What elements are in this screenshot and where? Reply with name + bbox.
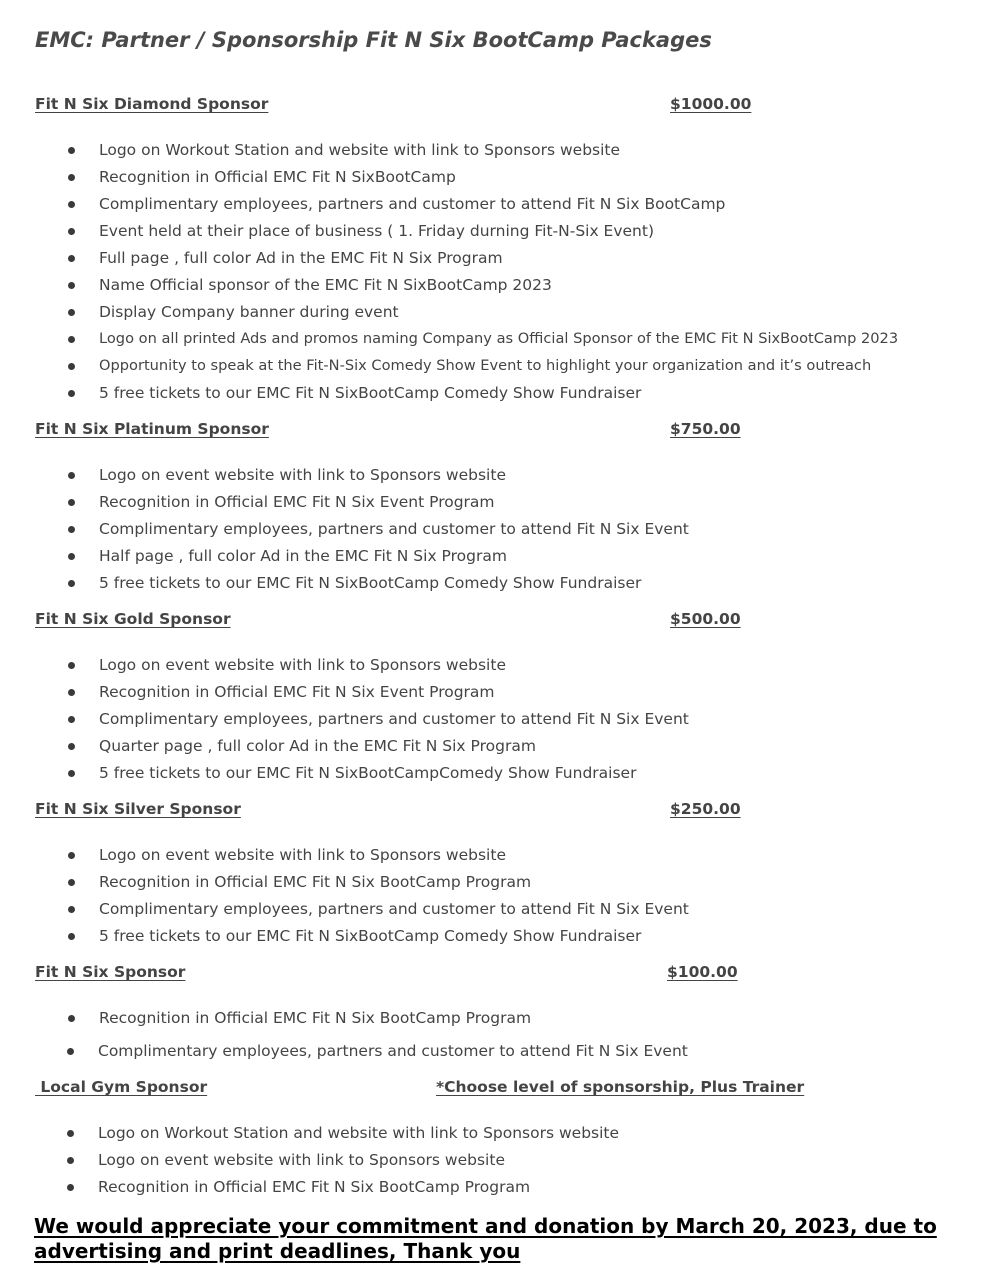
section-heading-gold: Fit N Six Gold Sponsor [35, 610, 231, 628]
bullet-icon [68, 174, 75, 181]
section-price-platinum: $750.00 [670, 420, 741, 438]
bullet-icon [68, 336, 75, 343]
bullet-icon [68, 201, 75, 208]
bullet-icon [68, 770, 75, 777]
bullet-icon [68, 472, 75, 479]
section-price-gold: $500.00 [670, 610, 741, 628]
bullet-icon [68, 499, 75, 506]
bullet-icon [68, 282, 75, 289]
bullet-icon [68, 743, 75, 750]
bullet-icon [68, 1015, 75, 1022]
bullet-icon [68, 309, 75, 316]
bullet-icon [68, 580, 75, 587]
section-heading-platinum: Fit N Six Platinum Sponsor [35, 420, 269, 438]
bullet-icon [67, 1130, 74, 1137]
section-heading-diamond: Fit N Six Diamond Sponsor [35, 95, 269, 113]
bullet-icon [68, 526, 75, 533]
deadline-notice: We would appreciate your commitment and donation by March 20, 2023, due to advertising and print deadlines, Thank you [34, 1214, 937, 1263]
bullet-icon [68, 228, 75, 235]
bullet-icon [68, 255, 75, 262]
bullet-icon [68, 689, 75, 696]
bullet-icon [68, 879, 75, 886]
section-price-diamond: $1000.00 [670, 95, 752, 113]
bullet-icon [68, 716, 75, 723]
bullet-icon [67, 1157, 74, 1164]
bullet-icon [68, 933, 75, 940]
bullet-icon [68, 553, 75, 560]
bullet-icon [68, 906, 75, 913]
bullet-icon [67, 1048, 74, 1055]
bullet-icon [68, 363, 75, 370]
bullet-icon [68, 852, 75, 859]
page-title: EMC: Partner / Sponsorship Fit N Six BootCamp Packages [35, 28, 712, 52]
section-price-silver: $250.00 [670, 800, 741, 818]
section-note-local-gym: *Choose level of sponsorship, Plus Trainer [436, 1078, 805, 1096]
section-heading-silver: Fit N Six Silver Sponsor [35, 800, 241, 818]
bullet-icon [68, 390, 75, 397]
section-heading-local-gym: Local Gym Sponsor [35, 1078, 208, 1096]
bullet-icon [68, 147, 75, 154]
bullet-icon [68, 662, 75, 669]
bullet-icon [67, 1184, 74, 1191]
section-price-sponsor: $100.00 [667, 963, 738, 981]
section-heading-sponsor: Fit N Six Sponsor [35, 963, 186, 981]
